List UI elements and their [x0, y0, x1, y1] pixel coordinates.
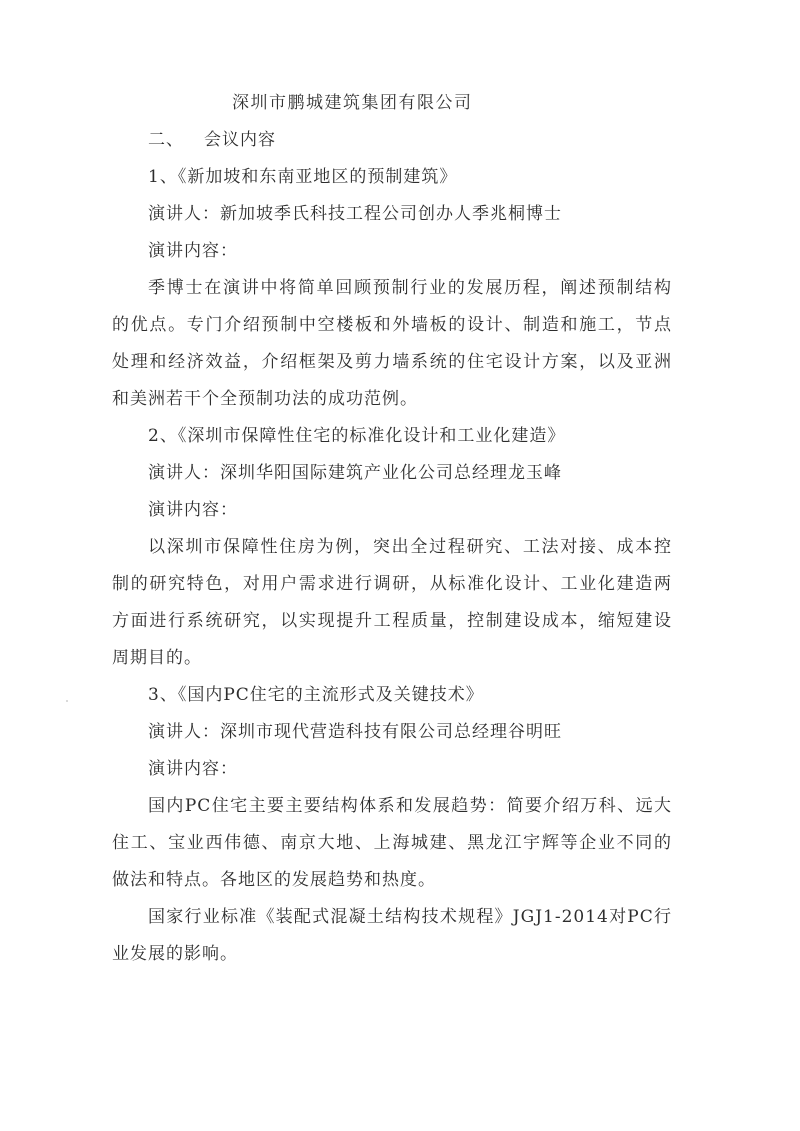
- talk-1-title: 1、《新加坡和东南亚地区的预制建筑》: [148, 167, 458, 187]
- talk-1-speaker: 演讲人：新加坡季氏科技工程公司创办人季兆桐博士: [148, 204, 562, 224]
- talk-3-extra-line: 国家行业标准《装配式混凝土结构技术规程》JGJ1-2014对PC行: [148, 907, 672, 927]
- talk-2-content-line: 以深圳市保障性住房为例，突出全过程研究、工法对接、成本控: [148, 537, 672, 557]
- talk-2-content-line: 方面进行系统研究，以实现提升工程质量，控制建设成本，缩短建设: [112, 611, 672, 631]
- talk-2-speaker: 演讲人：深圳华阳国际建筑产业化公司总经理龙玉峰: [148, 463, 562, 483]
- talk-3-content-label: 演讲内容：: [148, 759, 238, 779]
- section-heading: [148, 129, 276, 151]
- talk-2-content-line: 周期目的。: [112, 648, 202, 668]
- talk-3-title: 3、《国内PC住宅的主流形式及关键技术》: [148, 685, 484, 705]
- talk-3-speaker: 演讲人：深圳市现代营造科技有限公司总经理谷明旺: [148, 722, 562, 742]
- talk-3-content-line: 住工、宝业西伟德、南京大地、上海城建、黑龙江宇辉等企业不同的: [112, 833, 672, 853]
- talk-2-content-line: 制的研究特色，对用户需求进行调研，从标准化设计、工业化建造两: [112, 574, 672, 594]
- talk-2-title: 2、《深圳市保障性住宅的标准化设计和工业化建造》: [148, 426, 566, 446]
- talk-1-content-line: 和美洲若干个全预制功法的成功范例。: [112, 389, 418, 409]
- section-number: 二、: [148, 130, 184, 150]
- company-header: 深圳市鹏城建筑集团有限公司: [232, 93, 473, 113]
- talk-3-extra-line: 业发展的影响。: [112, 944, 238, 964]
- talk-3-content-line: 国内PC住宅主要主要结构体系和发展趋势：简要介绍万科、远大: [148, 796, 672, 816]
- talk-1-content-line: 处理和经济效益，介绍框架及剪力墙系统的住宅设计方案，以及亚洲: [112, 352, 672, 372]
- talk-1-content-line: 季博士在演讲中将简单回顾预制行业的发展历程，阐述预制结构: [148, 278, 672, 298]
- section-title: 会议内容: [204, 130, 276, 150]
- talk-3-content-line: 做法和特点。各地区的发展趋势和热度。: [112, 870, 436, 890]
- talk-1-content-line: 的优点。专门介绍预制中空楼板和外墙板的设计、制造和施工，节点: [112, 315, 672, 335]
- talk-1-content-label: 演讲内容：: [148, 241, 238, 261]
- scan-speck: [66, 700, 68, 702]
- talk-2-content-label: 演讲内容：: [148, 500, 238, 520]
